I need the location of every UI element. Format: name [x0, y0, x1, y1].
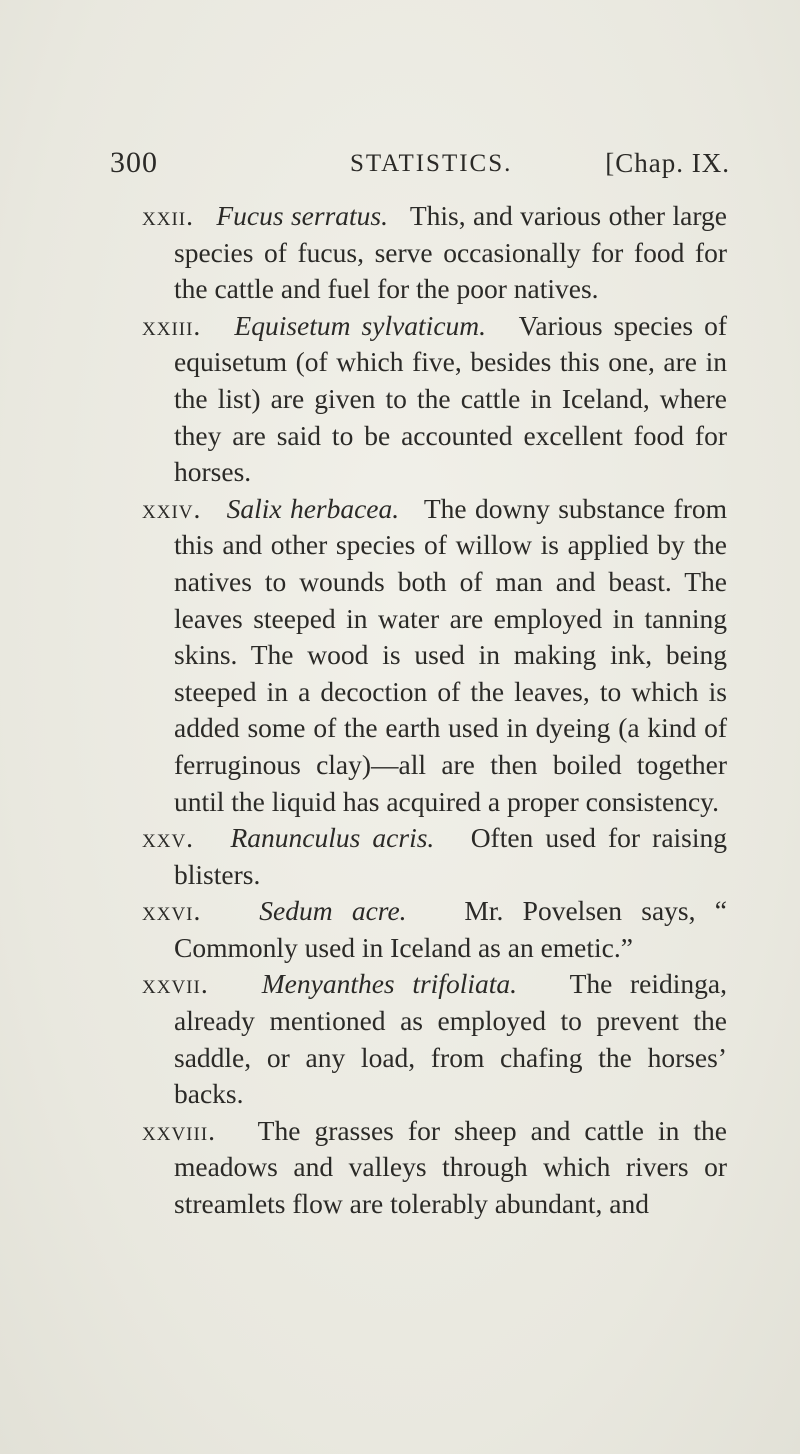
entry-species-name: Salix herbacea.: [226, 492, 400, 524]
entry-species-name: Sedum acre.: [259, 895, 407, 927]
page-body: [142, 198, 727, 1223]
running-title: STATISTICS.: [350, 150, 513, 177]
entry-xxv: [142, 820, 727, 893]
entry-species-name: Menyanthes trifoliata.: [261, 968, 517, 1000]
entry-text: Various species of equisetum (of which five, besides this one, are in the list) are given to the cattle in Iceland, where they are said to be accounted excellent food for horses.: [174, 309, 728, 488]
entry-numeral: xxii.: [142, 200, 194, 231]
entry-numeral: xxvii.: [142, 968, 209, 1000]
entry-text: The reidinga, already mentioned as employed to prevent the saddle, or any load, from chafing the horses’ backs.: [174, 968, 727, 1110]
entry-xxvii: [142, 966, 727, 1112]
entry-numeral: xxvi.: [142, 895, 202, 927]
entry-text: Mr. Povelsen says, “ Commonly used in Iceland as an emetic.”: [174, 895, 727, 963]
entry-text: This, and various other large species of fucus, serve occasionally for food for the cattle and fuel for the poor natives.: [174, 200, 727, 305]
entry-text: The grasses for sheep and cattle in the meadows and valleys through which rivers or streamlets flow are tolerably abundant, and: [174, 1114, 727, 1220]
entry-numeral: xxv.: [142, 822, 195, 854]
entry-xxii: [142, 198, 727, 308]
entry-xxiv: [142, 491, 727, 820]
entry-text: Often used for raising blisters.: [174, 822, 728, 890]
entry-species-name: Fucus serratus.: [216, 200, 388, 231]
entry-xxiii: [142, 308, 727, 491]
entry-xxvi: [142, 893, 727, 966]
running-head: [110, 146, 730, 186]
entry-species-name: Ranunculus acris.: [230, 822, 435, 854]
page-number: 300: [110, 146, 158, 179]
entry-numeral: xxiv.: [142, 492, 202, 524]
entry-numeral: xxviii.: [142, 1114, 217, 1146]
entry-numeral: xxiii.: [142, 309, 202, 341]
chapter-label: [Chap. IX.: [605, 148, 730, 178]
entry-xxviii: [142, 1113, 727, 1223]
entry-species-name: Equisetum sylvaticum.: [234, 309, 487, 341]
entry-text: The downy substance from this and other species of willow is applied by the natives to wounds both of man and beast. The leaves steeped in water are employed in tanning skins. The wood is used in making ink, being steeped in a decoction of the leaves, to which is added some of the earth used in dyeing (a kind of ferruginous clay)—all are then boiled together until the liquid has acquired a proper consistency.: [174, 492, 727, 817]
